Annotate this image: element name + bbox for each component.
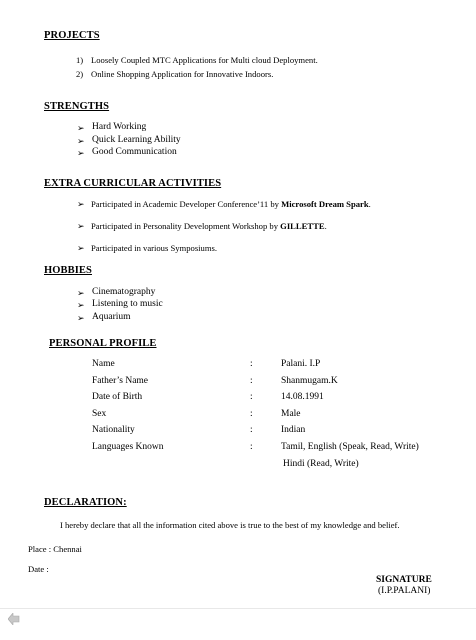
page-divider	[0, 608, 476, 609]
projects-heading: PROJECTS	[44, 30, 100, 41]
profile-value: Male	[281, 409, 301, 419]
project-item: Loosely Coupled MTC Applications for Multi cloud Deployment.	[91, 55, 318, 65]
signature-name: (I.P.PALANI)	[378, 586, 431, 596]
profile-value: Hindi (Read, Write)	[283, 459, 359, 469]
bullet-arrow-icon: ➢	[77, 136, 85, 146]
profile-label: Date of Birth	[92, 392, 143, 402]
bullet-arrow-icon: ➢	[77, 199, 85, 209]
profile-value: Tamil, English (Speak, Read, Write)	[281, 442, 419, 452]
strength-item: Quick Learning Ability	[92, 135, 181, 145]
activity-item	[91, 199, 371, 209]
activity-sponsor: Microsoft Dream Spark	[281, 199, 369, 209]
bullet-arrow-icon: ➢	[77, 123, 85, 133]
profile-label: Sex	[92, 409, 107, 419]
project-number: 1)	[76, 55, 84, 65]
profile-value: Shanmugam.K	[281, 376, 338, 386]
date-line: Date :	[28, 564, 49, 574]
hobby-item: Cinematography	[92, 287, 156, 297]
bullet-arrow-icon: ➢	[77, 300, 85, 310]
profile-colon: :	[250, 392, 253, 402]
activity-punct: .	[324, 221, 327, 231]
activity-sponsor: GILLETTE	[280, 221, 325, 231]
hobby-item: Aquarium	[92, 312, 131, 322]
hobby-item: Listening to music	[92, 299, 163, 309]
strength-item: Good Communication	[92, 147, 177, 157]
project-number: 2)	[76, 69, 84, 79]
activity-item	[91, 221, 327, 231]
bullet-arrow-icon: ➢	[77, 313, 85, 323]
hobbies-heading: HOBBIES	[44, 265, 92, 276]
profile-colon: :	[250, 409, 253, 419]
extra-curricular-heading: EXTRA CURRICULAR ACTIVITIES	[44, 178, 222, 189]
signature-label: SIGNATURE	[376, 575, 432, 585]
activity-punct: .	[368, 199, 371, 209]
profile-colon: :	[250, 425, 253, 435]
profile-colon: :	[250, 376, 253, 386]
bullet-arrow-icon: ➢	[77, 221, 85, 231]
activity-item: Participated in various Symposiums.	[91, 243, 218, 253]
bullet-arrow-icon: ➢	[77, 288, 85, 298]
profile-colon: :	[250, 359, 253, 369]
activity-text: Participated in Personality Development Workshop by	[91, 221, 281, 231]
profile-value: Palani. I.P	[281, 359, 321, 369]
profile-value: Indian	[281, 425, 306, 435]
activity-text: Participated in Academic Developer Conference’11 by	[91, 199, 282, 209]
profile-value: 14.08.1991	[281, 392, 324, 402]
personal-profile-heading: PERSONAL PROFILE	[49, 338, 157, 349]
profile-label: Nationality	[92, 425, 135, 435]
strength-item: Hard Working	[92, 122, 147, 132]
back-arrow-icon[interactable]	[8, 612, 20, 624]
declaration-text: I hereby declare that all the information cited above is true to the best of my knowledge and belief.	[60, 520, 400, 530]
project-item: Online Shopping Application for Innovative Indoors.	[91, 69, 274, 79]
bullet-arrow-icon: ➢	[77, 243, 85, 253]
strengths-heading: STRENGTHS	[44, 101, 110, 112]
profile-label: Name	[92, 359, 115, 369]
profile-colon: :	[250, 442, 253, 452]
profile-label: Languages Known	[92, 442, 164, 452]
place-line: Place : Chennai	[28, 544, 82, 554]
declaration-heading: DECLARATION:	[44, 497, 127, 508]
bullet-arrow-icon: ➢	[77, 148, 85, 158]
profile-label: Father’s Name	[92, 376, 149, 386]
